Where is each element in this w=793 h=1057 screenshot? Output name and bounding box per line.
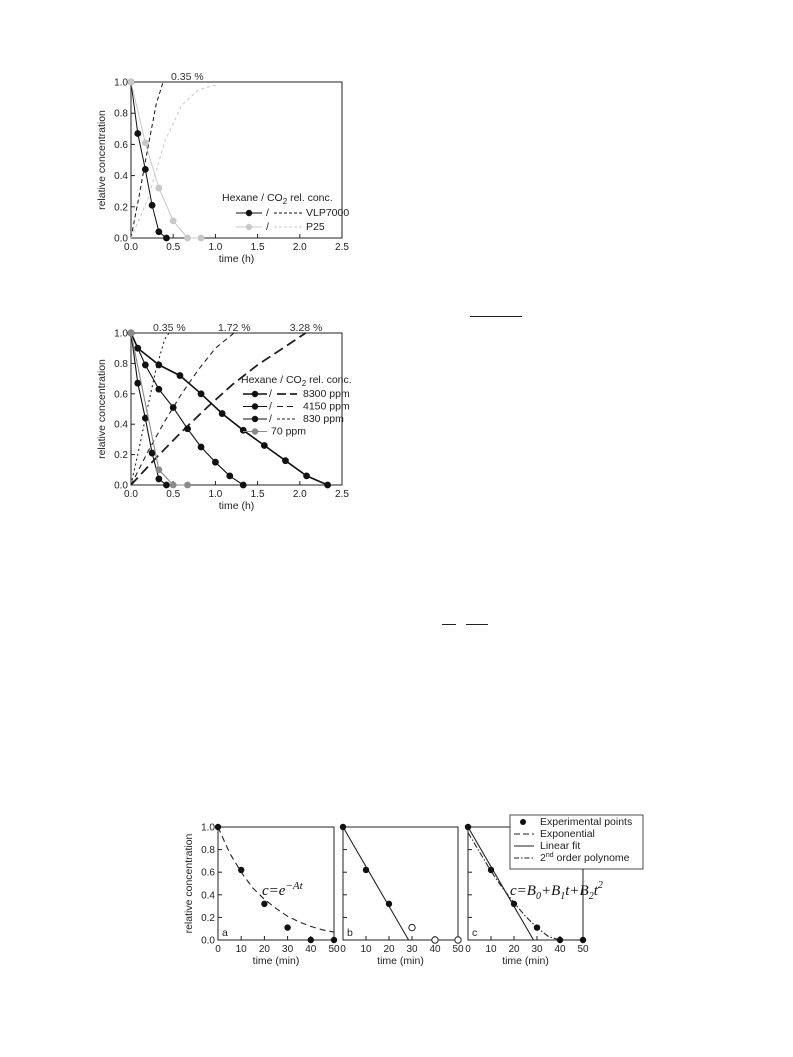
c2-data-point: [177, 372, 184, 379]
c1-x-tick-label: 1.5: [250, 242, 265, 253]
c1-data-point: [163, 235, 170, 242]
c2-legend-marker: [252, 416, 258, 422]
c3-panel-a-data-point: [331, 937, 337, 943]
c3-panel-c-data-point: [534, 924, 540, 930]
c1-data-point: [149, 202, 156, 209]
c1-legend-separator: /: [266, 207, 269, 219]
c2-hexane-line-3: [131, 333, 188, 485]
c2-data-point: [184, 482, 191, 489]
c2-y-tick-label: 0.4: [114, 419, 128, 431]
c1-data-point: [142, 139, 149, 146]
c3-legend-label-polynome: 2nd order polynome: [540, 852, 630, 864]
c3-panel-b-x-tick-label: 0: [340, 944, 346, 955]
c1-y-tick-label: 0.0: [114, 233, 128, 245]
c2-data-point: [142, 362, 149, 369]
chart-1: [96, 71, 349, 265]
c3-panel-a-x-tick-label: 30: [282, 944, 294, 955]
c2-data-point: [198, 390, 205, 397]
c3-panel-a-y-tick-label: 0.2: [201, 912, 215, 924]
c2-y-tick-label: 0.2: [114, 450, 128, 462]
c2-legend-marker: [252, 428, 258, 434]
c3-panel-a-y-tick-label: 1.0: [201, 822, 215, 834]
c2-data-point: [184, 425, 191, 432]
c3-panel-b-panel-letter: b: [347, 927, 353, 939]
c2-data-point: [155, 386, 162, 393]
c1-y-tick-label: 0.8: [114, 108, 128, 120]
c2-data-point: [170, 482, 177, 489]
c1-data-point: [128, 79, 135, 86]
c1-data-point: [184, 235, 191, 242]
c2-legend-label: 4150 ppm: [303, 400, 350, 413]
c3-panel-b-x-tick-label: 40: [429, 944, 441, 955]
c3-panel-c-data-point: [465, 824, 471, 830]
c3-legend-label: Linear fit: [540, 840, 581, 852]
c2-data-point: [163, 482, 170, 489]
c3-panel-a-y-tick-label: 0.4: [201, 890, 215, 902]
c2-data-point: [128, 330, 135, 337]
c2-annotation: 0.35 %: [152, 322, 186, 334]
c2-data-point: [155, 466, 162, 473]
c2-legend-label: 8300 ppm: [303, 388, 350, 400]
c3-panel-a-y-tick-label: 0.0: [201, 935, 215, 947]
c2-legend-title: Hexane / $CO_2$ rel. conc.: [241, 374, 352, 388]
c1-co2-line-0: [131, 82, 163, 238]
c2-data-point: [226, 472, 233, 479]
c3-panel-a-x-axis-label: time (min): [252, 955, 300, 967]
c2-co2-line-0: [131, 333, 169, 485]
c1-legend-separator: /: [266, 221, 269, 233]
c3-panel-a-y-tick-label: 0.6: [201, 867, 215, 879]
c3-panel-b-x-axis-label: time (min): [377, 955, 424, 967]
c1-y-tick-label: 1.0: [114, 77, 128, 89]
c3-panel-b-data-point: [340, 824, 346, 830]
c2-data-point: [219, 410, 226, 417]
c1-legend-marker: [246, 224, 252, 230]
c2-x-tick-label: 0.0: [124, 489, 138, 500]
c1-x-tick-label: 0.0: [124, 242, 138, 253]
c2-y-tick-label: 0.6: [114, 389, 128, 401]
c3-legend-label: Exponential: [540, 828, 595, 840]
c3-panel-b-open-point: [455, 937, 461, 943]
c1-y-tick-label: 0.6: [114, 139, 128, 151]
fraction-rule-3: [466, 624, 488, 625]
c1-x-tick-label: 0.5: [166, 242, 181, 253]
c2-data-point: [155, 362, 162, 369]
c2-data-point: [261, 442, 268, 449]
c3-panel-c-x-tick-label: 40: [554, 944, 566, 955]
c3-panel-b-linear-fit: [343, 827, 409, 940]
c1-x-axis-label: time (h): [218, 253, 255, 265]
c3-panel-c-formula: $c=B_0+B_1t+B_2t^2$: [510, 880, 603, 902]
c1-data-point: [170, 217, 177, 224]
c2-x-tick-label: 2.0: [292, 489, 307, 500]
c2-data-point: [303, 472, 310, 479]
c2-x-axis-label: time (h): [218, 500, 255, 512]
c1-legend-title: Hexane / $CO_2$ rel. conc.: [222, 192, 333, 206]
c2-data-point: [282, 457, 289, 464]
c2-hexane-line-2: [131, 333, 166, 485]
c1-x-tick-label: 1.0: [208, 242, 223, 253]
c3-panel-a-data-point: [308, 937, 314, 943]
c3-panel-c-x-tick-label: 20: [508, 944, 520, 955]
c3-panel-b-x-tick-label: 20: [383, 944, 395, 955]
c2-data-point: [212, 459, 219, 466]
c3-panel-a-y-axis-label: relative concentration: [183, 833, 195, 934]
c3-panel-b-plot-frame: [343, 827, 458, 940]
c1-x-tick-label: 2.0: [292, 242, 307, 253]
c2-legend-separator: /: [269, 388, 272, 400]
c3-panel-a-data-point: [261, 901, 267, 907]
chart-2: [96, 322, 352, 512]
c2-data-point: [155, 476, 162, 483]
c3-panel-c-data-point: [488, 867, 494, 873]
c2-data-point: [134, 380, 141, 387]
c3-panel-b-data-point: [363, 867, 369, 873]
c1-y-tick-label: 0.4: [114, 171, 128, 183]
c1-data-point: [134, 130, 141, 137]
c3-panel-c-x-tick-label: 50: [577, 944, 589, 955]
c2-data-point: [170, 404, 177, 411]
c2-x-tick-label: 0.5: [166, 489, 181, 500]
fraction-rule-2: [442, 624, 456, 625]
c2-annotation: 1.72 %: [217, 322, 251, 334]
c1-y-axis-label: relative concentration: [96, 110, 108, 210]
c3-panel-c-x-tick-label: 30: [531, 944, 543, 955]
c1-legend-marker: [246, 210, 252, 216]
c3-panel-c-x-tick-label: 0: [465, 944, 471, 955]
c3-panel-a-exponential-fit: [218, 827, 334, 932]
fraction-rule-1: [470, 316, 522, 317]
c2-x-tick-label: 1.0: [208, 489, 223, 500]
c3-panel-a-data-point: [238, 867, 244, 873]
c3-panel-b-x-tick-label: 30: [406, 944, 418, 955]
c3-panel-a-x-tick-label: 50: [328, 944, 340, 955]
c3-legend-label: Experimental points: [540, 816, 633, 828]
c3-panel-a-x-tick-label: 0: [215, 944, 221, 955]
c3-panel-a-data-point: [284, 924, 290, 930]
c2-x-tick-label: 2.5: [335, 489, 349, 500]
c1-data-point: [198, 235, 205, 242]
c3-panel-b-open-point: [409, 924, 415, 930]
c2-data-point: [240, 482, 247, 489]
c3-panel-c-data-point: [557, 937, 563, 943]
c1-data-point: [155, 228, 162, 235]
c3-panel-a-data-point: [215, 824, 221, 830]
c2-x-tick-label: 1.5: [250, 489, 265, 500]
c3-panel-c-x-axis-label: time (min): [502, 955, 549, 967]
c3-panel-b-open-point: [432, 937, 438, 943]
c2-y-tick-label: 1.0: [114, 328, 128, 340]
c3-panel-b-data-point: [386, 901, 392, 907]
c1-y-tick-label: 0.2: [114, 202, 128, 214]
c3-panel-a-x-tick-label: 40: [305, 944, 317, 955]
chart-3: [183, 815, 643, 967]
c2-legend-marker: [252, 403, 258, 409]
c3-panel-a-x-tick-label: 20: [258, 944, 270, 955]
c3-panel-a-formula: $c=e^{-At}$: [262, 880, 303, 899]
c2-y-tick-label: 0.8: [114, 358, 128, 370]
c3-panel-a-x-tick-label: 10: [235, 944, 247, 955]
c3-panel-a-panel-letter: a: [222, 927, 228, 939]
c2-hexane-line-0: [131, 333, 328, 485]
c2-legend-separator: /: [269, 400, 272, 413]
c3-legend-marker-points: [520, 819, 526, 825]
c2-data-point: [240, 427, 247, 434]
c1-annotation: 0.35 %: [170, 71, 204, 83]
c3-panel-a-y-tick-label: 0.8: [201, 845, 215, 857]
c3-panel-b-x-tick-label: 50: [452, 944, 464, 955]
c2-annotation: 3.28 %: [289, 322, 323, 334]
c2-legend-label: 830 ppm: [303, 413, 344, 425]
c2-y-tick-label: 0.0: [114, 480, 128, 492]
c3-panel-c-data-point: [511, 901, 517, 907]
c1-legend-label: VLP7000: [306, 207, 350, 219]
c3-panel-c-x-tick-label: 10: [485, 944, 497, 955]
c2-data-point: [198, 444, 205, 451]
c2-legend-marker: [252, 391, 258, 397]
c2-legend-separator: /: [269, 413, 272, 425]
c2-data-point: [324, 482, 331, 489]
c3-panel-b-x-tick-label: 10: [360, 944, 372, 955]
c1-x-tick-label: 2.5: [335, 242, 349, 253]
c2-y-axis-label: relative concentration: [96, 359, 108, 459]
c3-panel-c-data-point: [580, 937, 586, 943]
c1-data-point: [155, 185, 162, 192]
c2-legend-label: 70 ppm: [271, 425, 307, 438]
c1-legend-label: P25: [306, 221, 325, 233]
c3-panel-c-panel-letter: c: [472, 927, 478, 939]
c1-data-point: [142, 166, 149, 173]
